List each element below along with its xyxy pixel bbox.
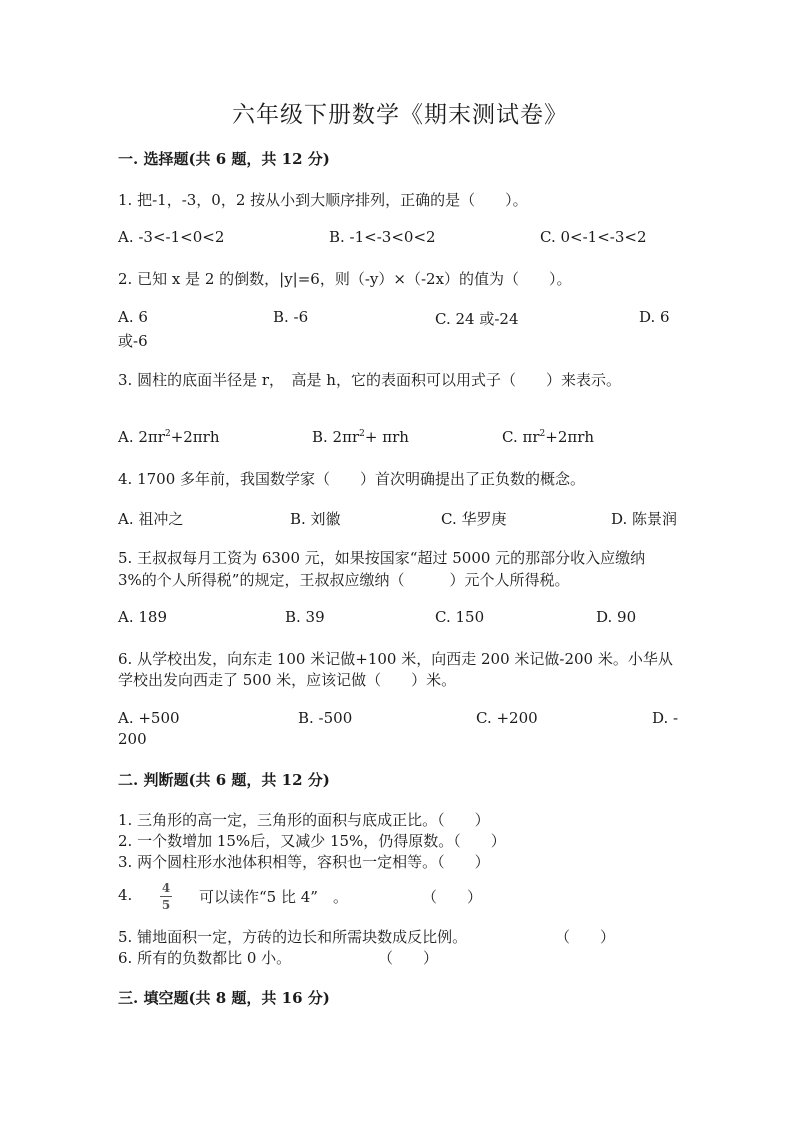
page-title: 六年级下册数学《期末测试卷》 bbox=[232, 102, 568, 128]
question-1-option-c: C. 0<-1<-3<2 bbox=[540, 228, 647, 246]
question-2-option-d-wrap: 或-6 bbox=[118, 332, 148, 350]
judge-4-text: 可以读作“5 比 4” 。 bbox=[199, 888, 348, 906]
judge-1: 1. 三角形的高一定，三角形的面积与底成正比。（ ） bbox=[118, 811, 490, 829]
fraction-denominator: 5 bbox=[161, 898, 171, 912]
question-6-stem-line1: 6. 从学校出发，向东走 100 米记做+100 米，向西走 200 米记做-200 米。小华从 bbox=[118, 650, 673, 668]
question-2-stem: 2. 已知 x 是 2 的倒数，|y|=6，则（-y）×（-2x）的值为（ ）。 bbox=[118, 270, 572, 288]
judge-3: 3. 两个圆柱形水池体积相等，容积也一定相等。（ ） bbox=[118, 853, 490, 871]
question-4-option-c: C. 华罗庚 bbox=[441, 510, 507, 528]
question-6-option-a: A. +500 bbox=[118, 709, 180, 727]
question-6-option-c: C. +200 bbox=[476, 709, 538, 727]
section-heading-judge: 二. 判断题(共 6 题，共 12 分) bbox=[118, 771, 330, 789]
section-heading-choice: 一. 选择题(共 6 题，共 12 分) bbox=[118, 150, 330, 168]
fraction-bar bbox=[160, 896, 172, 897]
question-4-option-b: B. 刘徽 bbox=[290, 510, 341, 528]
question-3-option-b: B. $2\pi r^2+ \pi rh$ bbox=[312, 428, 409, 446]
judge-5: 5. 铺地面积一定，方砖的边长和所需块数成反比例。 bbox=[118, 928, 468, 946]
question-5-option-d: D. 90 bbox=[596, 608, 637, 626]
judge-6-answer-paren: （ ） bbox=[378, 949, 439, 967]
question-5-option-b: B. 39 bbox=[285, 608, 325, 626]
question-1-option-b: B. -1<-3<0<2 bbox=[329, 228, 436, 246]
question-3-option-a: A. $2\pi r^2+2\pi rh$ bbox=[118, 428, 220, 446]
question-6-option-b: B. -500 bbox=[298, 709, 353, 727]
question-2-option-c: C. 24 或-24 bbox=[435, 310, 519, 328]
question-2-option-d: D. 6 bbox=[639, 308, 670, 326]
judge-2: 2. 一个数增加 15%后，又减少 15%，仍得原数。（ ） bbox=[118, 832, 506, 850]
question-4-option-a: A. 祖冲之 bbox=[118, 510, 184, 528]
question-2-option-a: A. 6 bbox=[118, 308, 148, 326]
question-2-option-b: B. -6 bbox=[273, 308, 309, 326]
judge-6: 6. 所有的负数都比 0 小。 bbox=[118, 949, 292, 967]
judge-4-answer-paren: （ ） bbox=[422, 888, 483, 906]
question-5-option-c: C. 150 bbox=[435, 608, 485, 626]
question-1-option-a: A. -3<-1<0<2 bbox=[118, 228, 225, 246]
section-heading-fill: 三. 填空题(共 8 题，共 16 分) bbox=[118, 989, 330, 1007]
question-6-option-d-wrap: 200 bbox=[118, 730, 147, 748]
question-6-stem-line2: 学校出发向西走了 500 米，应该记做（ ）米。 bbox=[118, 671, 457, 689]
judge-4-number: 4. bbox=[118, 886, 133, 904]
question-4-stem: 4. 1700 多年前，我国数学家（ ）首次明确提出了正负数的概念。 bbox=[118, 470, 586, 488]
question-5-stem-line2: 3%的个人所得税”的规定，王叔叔应缴纳（ ）元个人所得税。 bbox=[118, 571, 570, 589]
question-3-option-c: C. $\pi r^2+2\pi rh$ bbox=[502, 428, 595, 446]
question-4-option-d: D. 陈景润 bbox=[611, 510, 678, 528]
question-3-stem: 3. 圆柱的底面半径是 r， 高是 h，它的表面积可以用式子（ ）来表示。 bbox=[118, 371, 621, 389]
judge-5-answer-paren: （ ） bbox=[555, 928, 616, 946]
question-5-option-a: A. 189 bbox=[118, 608, 167, 626]
fraction-numerator: 4 bbox=[161, 881, 171, 895]
question-5-stem-line1: 5. 王叔叔每月工资为 6300 元，如果按国家“超过 5000 元的那部分收入应缴纳 bbox=[118, 549, 646, 567]
question-6-option-d: D. - bbox=[652, 709, 679, 727]
judge-4-fraction bbox=[160, 881, 172, 912]
question-1-stem: 1. 把-1，-3，0，2 按从小到大顺序排列，正确的是（ ）。 bbox=[118, 191, 528, 209]
